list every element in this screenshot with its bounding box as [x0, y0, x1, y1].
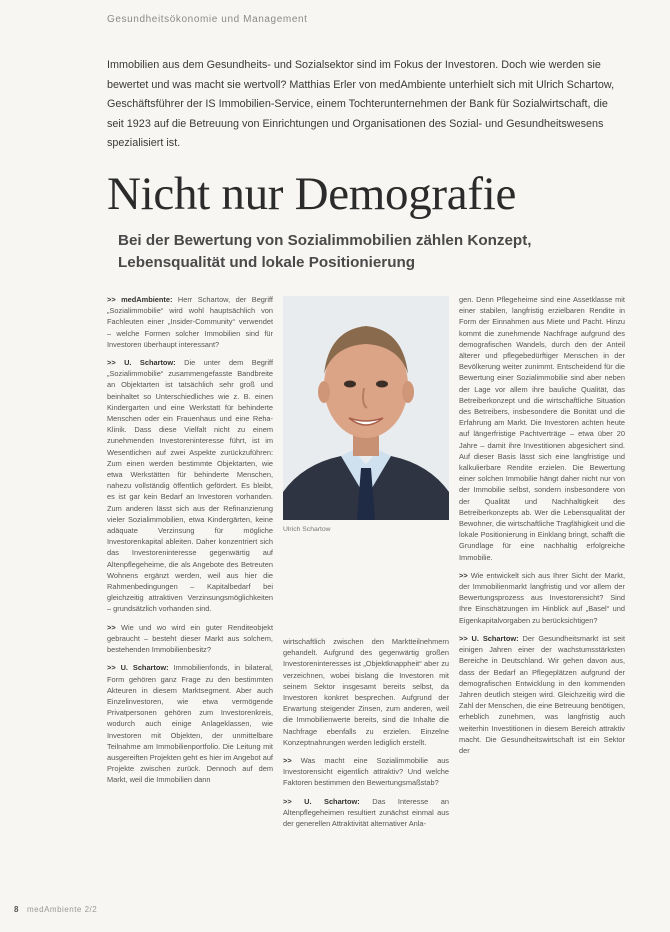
paragraph: gen. Denn Pflegeheime sind eine Assetklasse mit einer stabilen, langfristig erzielbaren Rendite in Form der Einnahmen aus Miete und Pacht. Hinzu kommt die zunehmende Nachfrage aufgrund des demografischen Wandels, durch den der Anteil älterer und pflegebedürftiger Menschen in der Bevölkerung weiter zunimmt. Entscheidend für die Bewertung einer Sozialimmobilie sind aber neben der Lage vor allem ihre bauliche Qualität, das Betreiberkonzept und die wirtschaftliche Situation des Betreibers, insbesondere die Bonität und die Erfahrung am Markt. Die Investoren achten heute auf längerfristige Pachtverträge – etwa über 20 Jahre – damit ihre Investitionen abgesichert sind. Auf dieser Basis lässt sich eine langfristige und kalkulierbare Rendite erzielen. Die Bewertung einer solchen Immobilie hängt daher nicht nur von der Immobilie selbst, sondern insbesondere von der Qualität und Nachhaltigkeit des Betreiberkonzepts ab. Wer die Lebensqualität der Bewohner, die wirtschaftliche Tragfähigkeit und die lokale Positionierung in Einklang bringt, schafft die Grundlage für eine nachhaltig erfolgreiche Immobilie.: [459, 295, 625, 562]
paragraph: >> U. Schartow: Der Gesundheitsmarkt ist seit einigen Jahren einer der wachstumsstärksten Bereiche in Deutschland. Wir gehen davon aus, dass der Bedarf an Pflegeplätzen aufgrund der demografischen Entwicklung in den kommenden Jahren deutlich steigen wird. Gleichzeitig wird die Zahl der Menschen, die eine Betreuung benötigen, erheblich zunehmen, was langfristig auch weiterhin Investitionen in diesem Bereich attraktiv macht. Die Gesundheitswirtschaft ist ein Sektor der: [459, 633, 626, 755]
text-column-1: [107, 294, 273, 793]
section-kicker: Gesundheitsökonomie und Management: [107, 14, 308, 25]
paragraph: >> Was macht eine Sozialimmobilie aus Investorensicht eigentlich attraktiv? Und welche Faktoren bestimmen den Bewertungsmaßstab?: [283, 756, 450, 788]
portrait-photo: [283, 296, 449, 520]
portrait-illustration: [283, 296, 449, 520]
page-number: 8: [14, 905, 19, 914]
paragraph: >> U. Schartow: Die unter dem Begriff „Sozialimmobilie“ zusammengefasste Bandbreite an Objektarten ist tatsächlich sehr groß und beinhaltet so Unterschiedliches wie z. B. einen Kindergarten und eine Werkstatt für behinderte Menschen oder ein Frauenhaus und eine Reha-Klinik. Dass diese Vielfalt nicht zu einem zunehmenden Investoreninteresse führt, ist im Wesentlichen auf zwei Aspekte zurückzuführen: Zum einen werden bestimmte Objektarten, wie etwa Werkstätten für behinderte Menschen, nahezu vollständig öffentlich gefördert. Es bleibt, es ist gar kein Bedarf an Investoren vorhanden. Zum anderen lässt sich aus der Refinanzierung vieler Sozialimmobilien, etwa Kindergärten, keine adäquate Verzinsung für mögliche Investorenkapital ableiten. Daher konzentriert sich das Investoreninteresse gegenwärtig auf Altenpflegeheime, die als Angebote des Betreuten Wohnens ergänzt werden, weil aus hier die Rahmenbedingungen – Kapitalbedarf bei gleichzeitig attraktiven Verzinsungsmöglichkeiten – grundsätzlich vorhanden sind.: [107, 358, 273, 614]
paragraph: wirtschaftlich zwischen den Marktteilnehmern gehandelt. Aufgrund des gegenwärtig großen Investoreninteresses ist „Objektknappheit“ aber zu verzeichnen, wobei bislang die Investoren mit seinem Sektor insgesamt bereits selbst, da Investoren konkret besprechen. Aufgrund der Erwartung steigender Zinsen, zum anderen, weil die Immobilienwerte bereits, sind die Inhalte die Nachfrage ebenfalls zu erzielen. Einzelne Konzeptnahrungen werden lediglich erstellt.: [283, 637, 449, 747]
paragraph: >> U. Schartow: Immobilienfonds, in bilateral, Form gehören ganz Frage zu den bestimmten Akteuren in diesem Marktsegment. Aber auch Einzelinvestoren, wie etwa vermögende Privatpersonen gehören zum Investorenkreis, wodurch auch einige Anlageklassen, wie Investoren mit Objekten, der unmittelbare Teilnahme am Immobilienportfolio. Die Leitung mit ausgereiften Projekten geht es hier im Angebot auf Projekte zwischen zurück. Dennoch auf dem Markt, weil die Immobilien dann: [107, 663, 273, 785]
article-subtitle: Bei der Bewertung von Sozialimmobilien zählen Konzept, Lebensqualität und lokale Positionierung: [118, 232, 532, 271]
paragraph: >> medAmbiente: Herr Schartow, der Begriff „Sozialimmobilie“ wird wohl hauptsächlich von Fachleuten einer „Insider-Community“ verwendet – welche Formen solcher Immobilien sind für Investoren überhaupt interessant?: [107, 295, 273, 349]
text-column-3: [459, 294, 625, 763]
paragraph: >> Wie und wo wird ein guter Renditeobjekt gebraucht – besteht dieser Markt aus solchem, bestehenden Immobilienbesitz?: [107, 622, 273, 655]
article-title: Nicht nur Demografie: [107, 168, 517, 220]
photo-caption: Ulrich Schartow: [283, 526, 331, 533]
intro-text: Immobilien aus dem Gesundheits- und Sozialsektor sind im Fokus der Investoren. Doch wie werden sie bewertet und was macht sie wertvoll? Matthias Erler von medAmbiente unterhielt sich mit Ulrich Schartow, Geschäftsführer der IS Immobilien-Service, einem Tochterunternehmen der Bank für Sozialwirtschaft, die seit 1923 auf die Betreuung von Einrichtungen und Organisationen des Sozial- und Gesundheitswesens spezialisiert ist.: [107, 59, 615, 150]
magazine-name: medAmbiente 2/2: [27, 905, 98, 914]
text-column-2: [283, 636, 449, 836]
paragraph: >> U. Schartow: Das Interesse an Altenpflegeheimen resultiert zunächst einmal aus der generellen Attraktivität alternativer Anla-: [283, 796, 450, 829]
paragraph: >> Wie entwickelt sich aus Ihrer Sicht der Markt, der Immobilienmarkt langfristig und vor allem der Bewertungsprozess aus Investorensicht? Sind Ihre Einschätzungen im Hinblick auf „Basel“ und Eigenkapitalvorgaben zu berücksichtigen?: [459, 570, 625, 625]
